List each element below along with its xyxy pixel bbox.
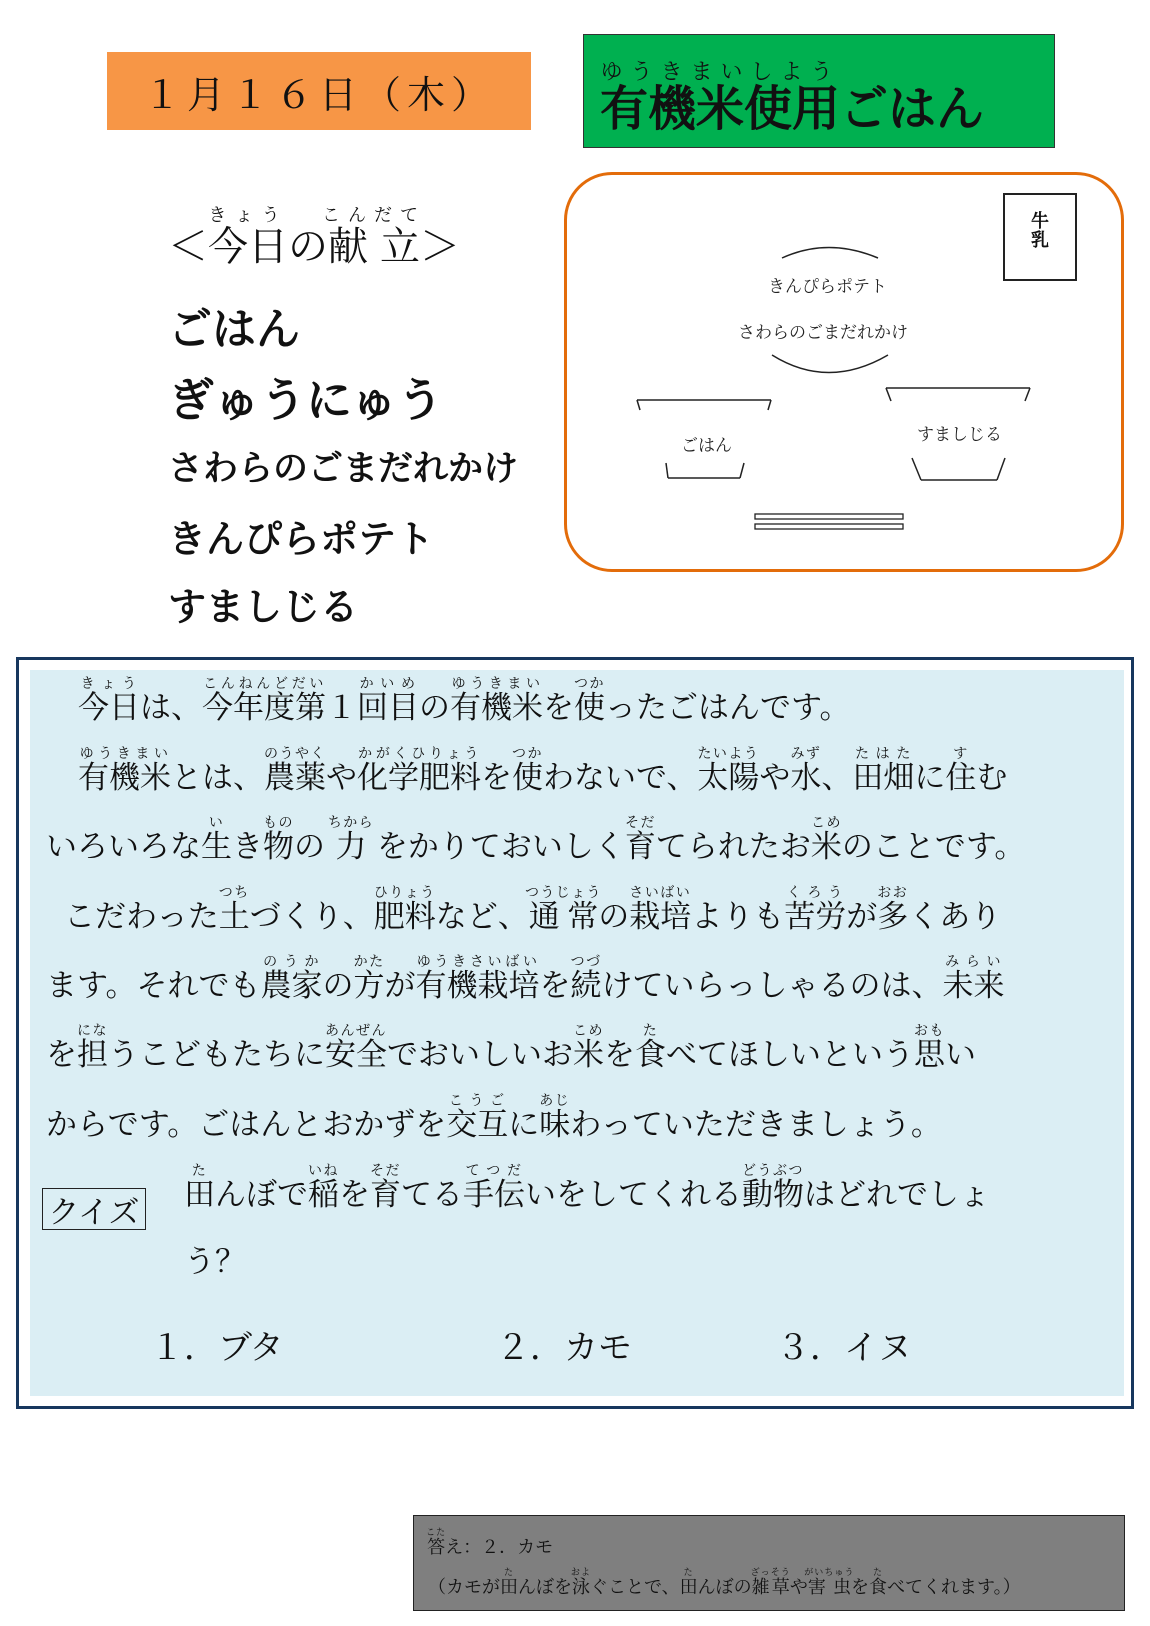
menu-item-fish: さわらのごまだれかけ (168, 449, 519, 489)
paragraph-line-5: ます。それでも農家のうかの方かたが有機栽培ゆうきさいばいを続つづけていらっしゃるのは、未来みらい (46, 954, 1005, 1004)
chopsticks-icon (755, 514, 903, 529)
paragraph-line-2: 有機米ゆうきまいとは、農薬のうやくや化学肥料かがくひりょうを使つかわないで、太陽たいようや水みず、田畑たはたに住すむ (78, 746, 1008, 796)
paragraph-line-1: 今日きょうは、今年度第こんねんどだい１回目かいめの有機米ゆうきまいを使つかったごはんです。 (78, 676, 851, 726)
paragraph-line-3: いろいろな生いき物ものの 力ちから をかりておいしく育そだてられたお米こめのことです。 (46, 815, 1026, 865)
tray-label-fish: さわらのごまだれかけ (738, 323, 908, 343)
menu-item-soup: すましじる (168, 585, 359, 629)
main-dish-arc-bottom (772, 355, 888, 373)
quiz-choice-2: ２．カモ (496, 1328, 632, 1368)
answer-box (413, 1515, 1125, 1611)
page-title: 有機米使用ゆうきまいしようごはん (600, 60, 985, 137)
answer-explanation: （カモが田たんぼを泳およぐことで、田たんぼの雑草ざっそうや害虫がいちゅうを食たべてくれます。） (428, 1568, 1021, 1598)
menu-heading: ＜今日きょうの献立こんだて＞ (168, 205, 460, 270)
date-text: １月１６日（木） (142, 72, 495, 117)
answer-line-1: 答こたえ：２．カモ (426, 1528, 554, 1558)
menu-item-rice: ごはん (168, 304, 300, 355)
tray-label-rice: ごはん (681, 436, 732, 456)
menu-item-milk: ぎゅうにゅう (168, 373, 444, 427)
quiz-question-continued: う？ (184, 1244, 246, 1280)
quiz-question: 田たんぼで稲いねを育そだてる手伝てつだいをしてくれる動物どうぶつはどれでしょ (184, 1163, 990, 1213)
menu-item-kinpira: きんぴらポテト (168, 517, 435, 561)
paragraph-line-6: を担になうこどもたちに安全あんぜんでおいしいお米こめを食たべてほしいという思おもい (46, 1023, 976, 1073)
main-dish-arc-top (782, 248, 878, 259)
quiz-label: クイズ (42, 1188, 146, 1230)
tray-label-kinpira: きんぴらポテト (768, 277, 887, 297)
paragraph-line-4: こだわった土つちづくり、肥料ひりょうなど、通常つうじょうの栽培さいばいよりも苦労くろうが多おおくあり (64, 885, 1002, 935)
tray-label-soup: すましじる (917, 425, 1002, 445)
milk-icon: 牛 乳 (1003, 193, 1077, 281)
quiz-choice-3: ３．イヌ (776, 1328, 912, 1368)
quiz-choice-1: １．ブタ (150, 1328, 284, 1368)
paragraph-line-7: からです。ごはんとおかずを交互こうごに味あじわっていただきましょう。 (46, 1093, 942, 1143)
